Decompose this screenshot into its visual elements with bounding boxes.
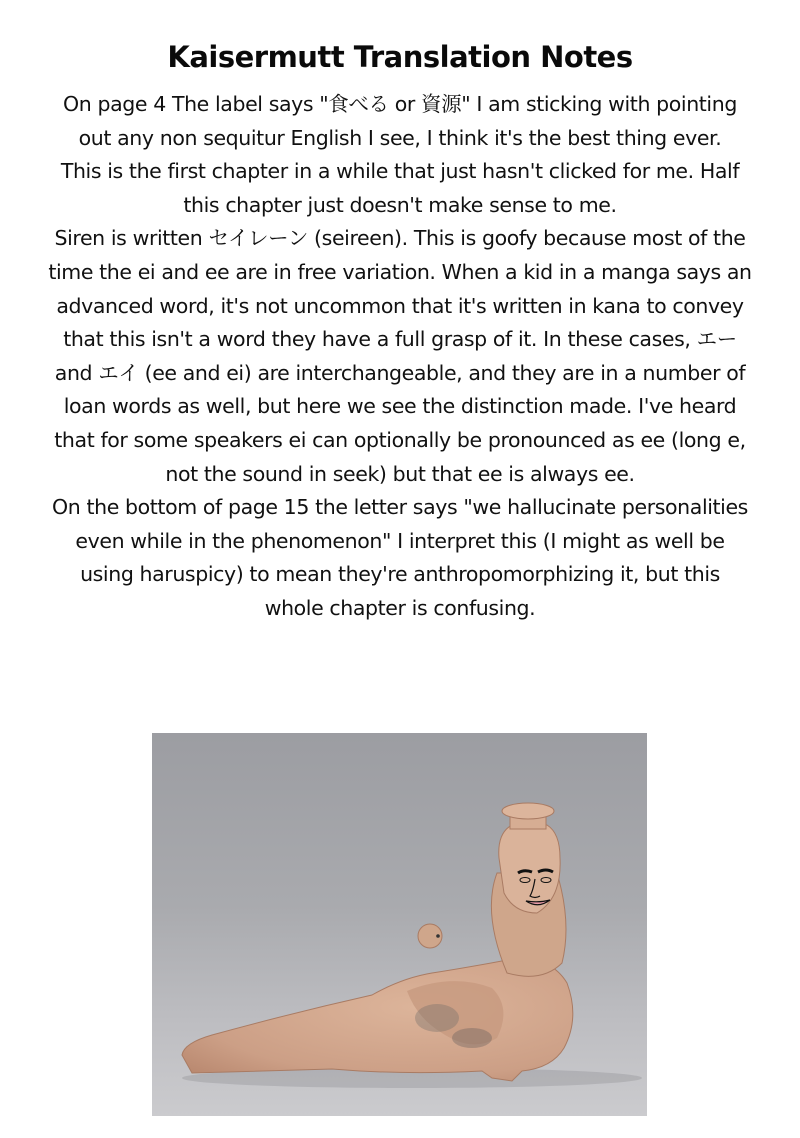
note-paragraph: On the bottom of page 15 the letter says "we hallucinate personalities even while in the phenomenon" I interpret this (I might as well be using haruspicy) to mean they're anthropomorphizing it, but this whole chapter is confusing. xyxy=(52,495,748,620)
note-paragraph: This is the first chapter in a while that just hasn't clicked for me. Half this chapter just doesn't make sense to me. xyxy=(60,159,740,217)
note-paragraph: Siren is written セイレーン (seireen). This is goofy because most of the time the ei and ee are in free variation. When a kid in a manga says an advanced word, it's not uncommon that it's written in kana to convey that this isn't a word they have a full grasp of it. In these cases, エー and エイ (ee and ei) are interchangeable, and they are in a number of loan words as well, but here we see the distinction made. I've heard that for some speakers ei can optionally be pronounced as ee (long e, not the sound in seek) but that ee is always ee. xyxy=(48,226,752,486)
page-title: Kaisermutt Translation Notes xyxy=(167,40,633,74)
note-paragraph: On page 4 The label says "食べる or 資源" I am sticking with pointing out any non sequitur English I see, I think it's the best thing ever. xyxy=(63,92,737,150)
translation-notes xyxy=(48,88,752,626)
siren-vessel-illustration xyxy=(152,733,647,1116)
siren-vessel-photo xyxy=(152,733,647,1116)
